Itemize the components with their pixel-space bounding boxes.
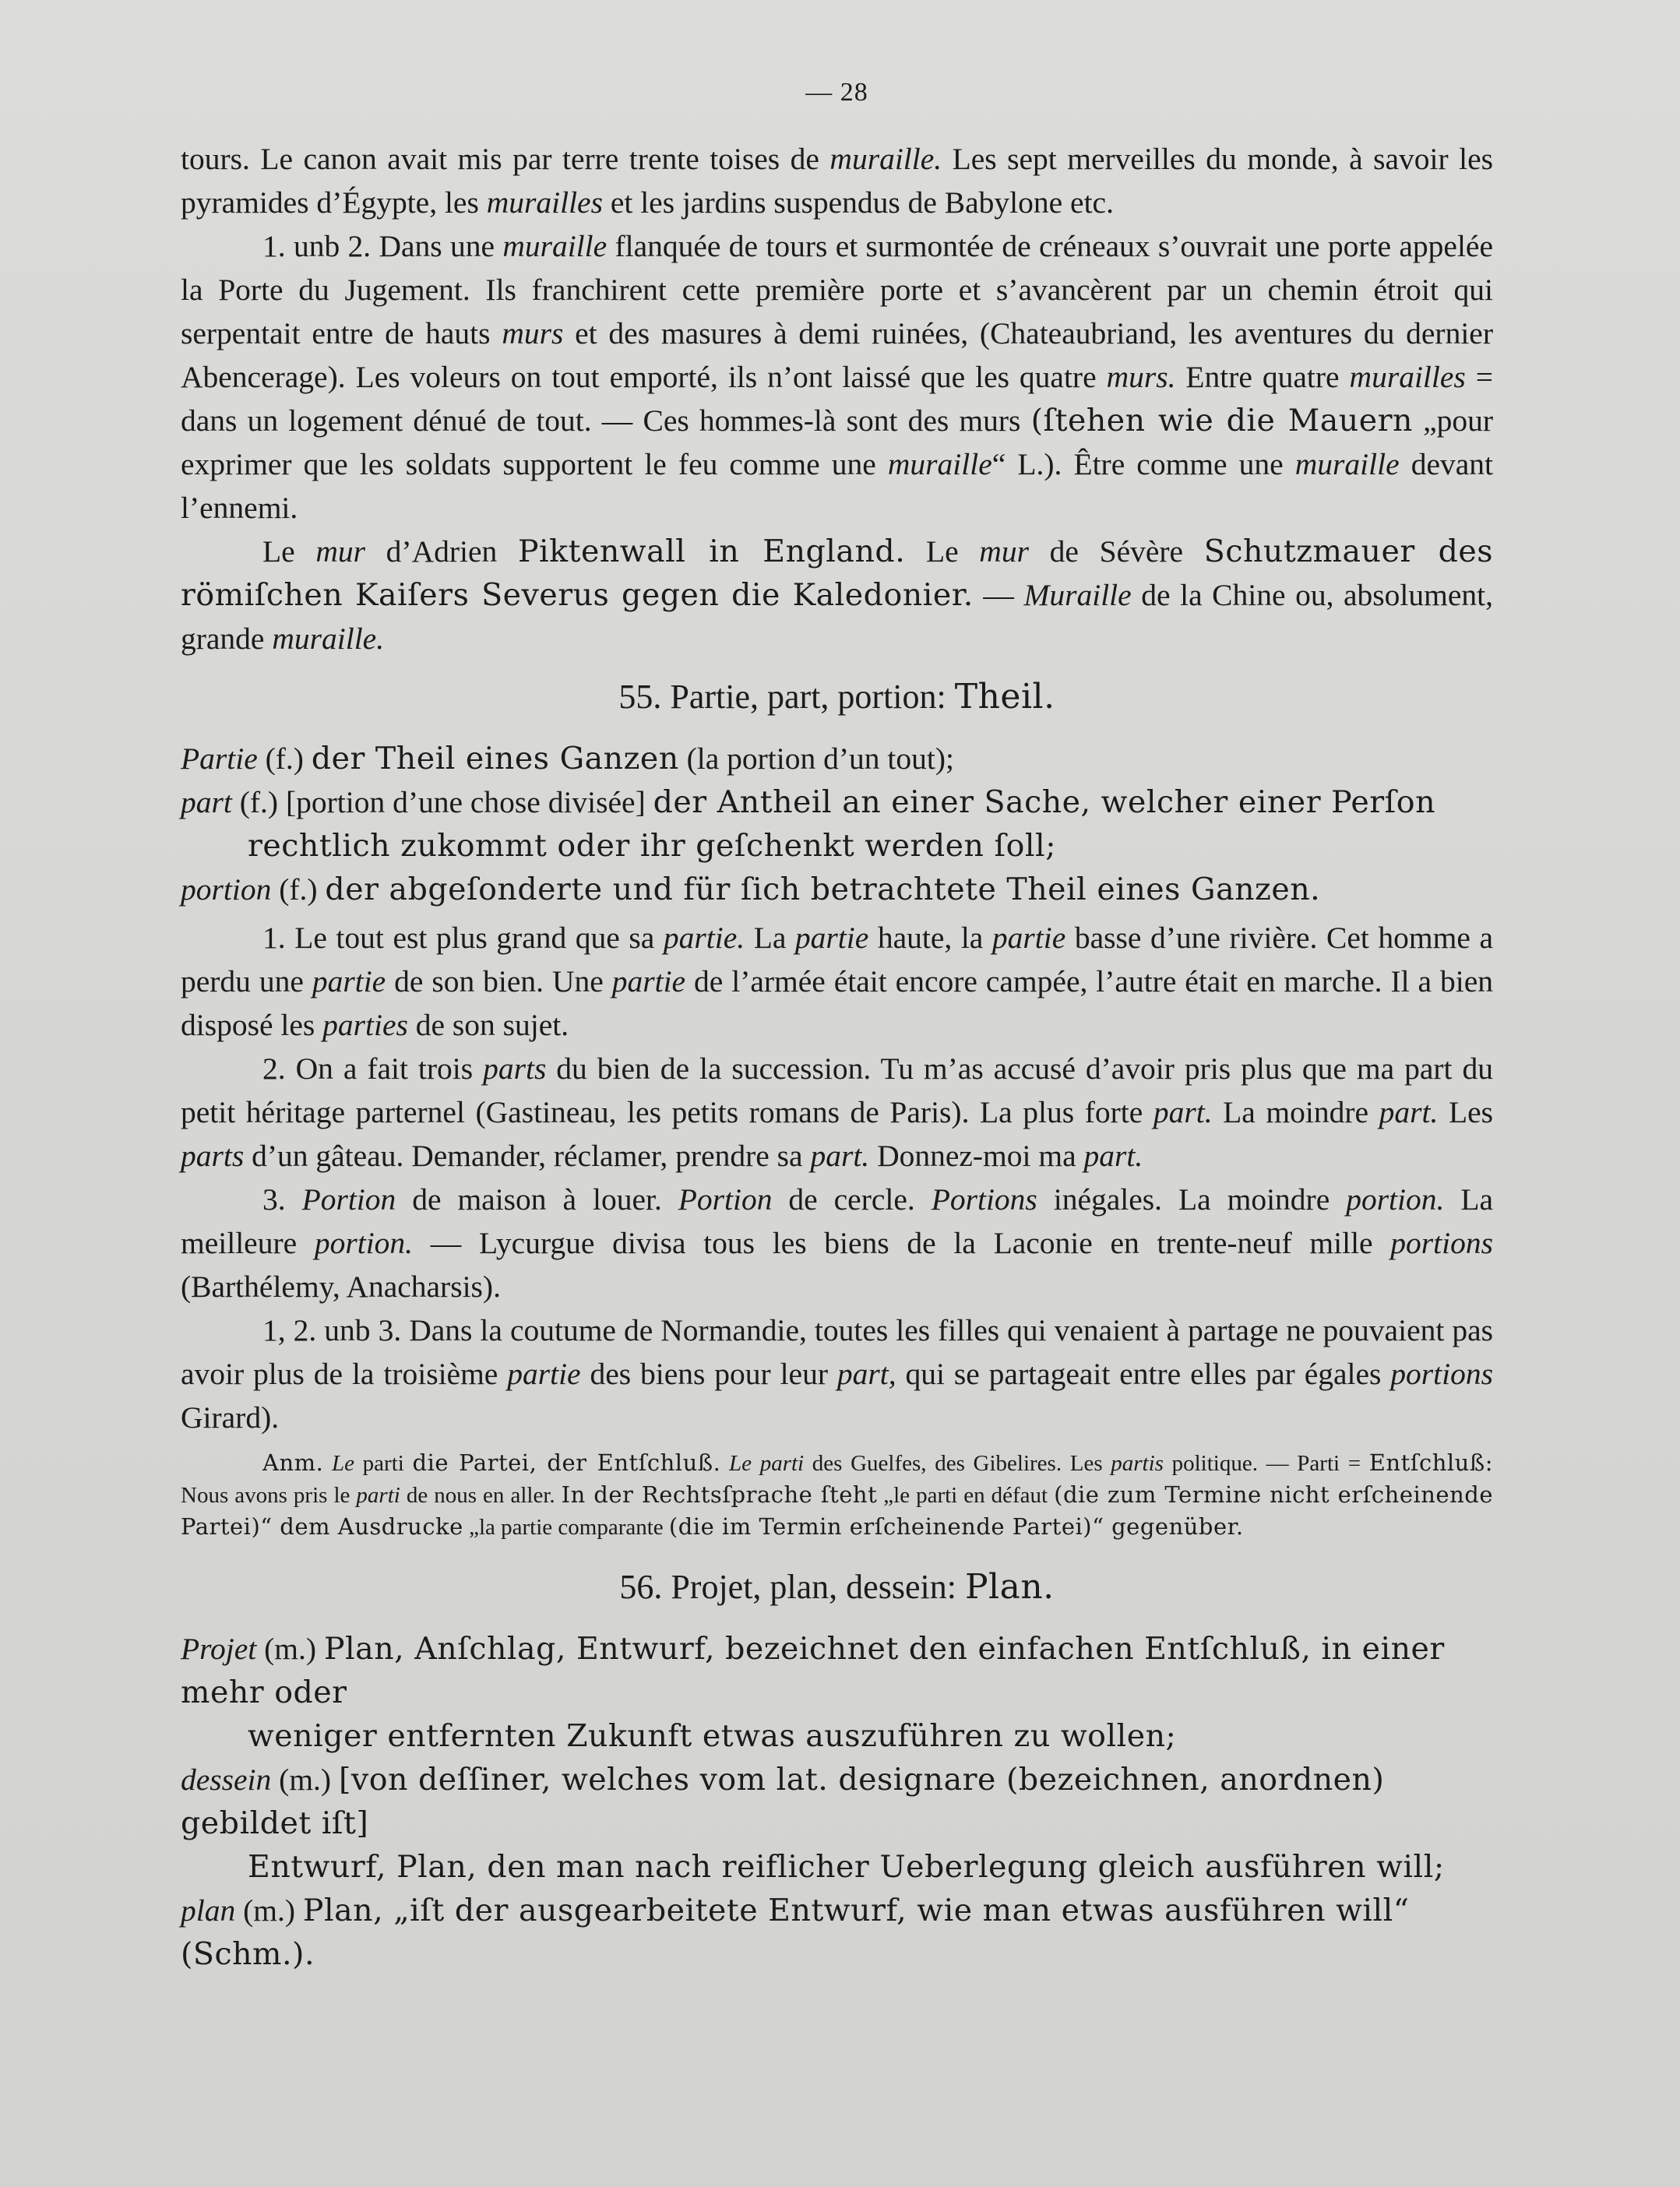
paragraph-s54-examples: 1. unb 2. Dans une muraille flanquée de tours et surmontée de créneaux s’ouvrait une porte appelée la Porte du Jugement. Ils franchirent cette première porte et s’avancèrent par un chemin étroit qui serpentait entre de hauts murs et des masures à demi ruinées, (Chateaubriand, les aventures du dernier Abencerage). Les voleurs on tout emporté, ils n’ont laissé que les quatre murs. Entre quatre murailles = dans un logement dénué de tout. — Ces hommes-là sont des murs (ſtehen wie die Mauern „pour exprimer que les soldats supportent le feu comme une muraille“ L.). Être comme une muraille devant l’ennemi. [181,229,1494,525]
paragraph-s55-1: 1. Le tout est plus grand que sa partie. La partie haute, la partie basse d’une rivière. Cet homme a perdu une partie de son bien. Une partie de l’armée était encore campée, l’autre était en marche. Il a bien disposé les parties de son sujet. [181,921,1493,1042]
definition-portion: portion (f.) der abgeſonderte und für ſich betrachtete Theil eines Ganzen. [181,872,1321,907]
page-content [181,78,1493,1976]
footnote-s55: Anm. Le parti die Partei, der Entſchluß. Le parti des Guelfes, des Gibelires. Les partis politique. — Parti = Entſchluß: Nous avons pris le parti de nous en aller. In der Rechtsſprache ſteht „le parti en défaut (die zum Termine nicht erſcheinende Partei)“ dem Ausdrucke „la partie comparante (die im Termin erſcheinende Partei)“ gegenüber. [181,1449,1493,1540]
page-number: — 28 [805,78,868,107]
definition-plan: plan (m.) Plan, „iſt der ausgearbeitete Entwurf, wie man etwas ausführen will“ (Schm.). [181,1893,1410,1972]
definition-part: part (f.) [portion d’une chose divisée] der Antheil an einer Sache, welcher einer Perſon rechtlich zukommt oder ihr geſchenkt werden ſoll; [181,784,1436,864]
paragraph-s55-4: 1, 2. unb 3. Dans la coutume de Normandie, toutes les filles qui venaient à partage ne pouvaient pas avoir plus de la troisième partie des biens pour leur part, qui se partageait entre elles par égales portions Girard). [181,1313,1493,1435]
definition-projet: Projet (m.) Plan, Anſchlag, Entwurf, bezeichnet den einfachen Entſchluß, in einer mehr oder weniger entfernten Zukunft etwas auszuführen zu wollen; [181,1631,1445,1754]
section-heading-55: 55. Partie, part, portion: Theil. [618,677,1055,717]
section-heading-56: 56. Projet, plan, dessein: Plan. [619,1567,1055,1607]
definition-dessein: dessein (m.) [von deſſiner, welches vom lat. designare (bezeichnen, anordnen) gebildet iſt] Entwurf, Plan, den man nach reiflicher Ueberlegung gleich ausführen will; [181,1762,1445,1885]
definition-partie: Partie (f.) der Theil eines Ganzen (la portion d’un tout); [181,741,954,777]
paragraph-s55-2: 2. On a fait trois parts du bien de la succession. Tu m’as accusé d’avoir pris plus que ma part du petit héritage parternel (Gastineau, les petits romans de Paris). La plus forte part. La moindre part. Les parts d’un gâteau. Demander, réclamer, prendre sa part. Donnez-moi ma part. [181,1051,1493,1173]
paragraph-s55-3: 3. Portion de maison à louer. Portion de cercle. Portions inégales. La moindre portion. La meilleure portion. — Lycurgue divisa tous les biens de la Laconie en trente-neuf mille portions (Barthélemy, Anacharsis). [181,1182,1493,1304]
paragraph-s54-walls: Le mur d’Adrien Piktenwall in England. Le mur de Sévère Schutzmauer des römiſchen Kaiſers Severus gegen die Kaledonier. — Muraille de la Chine ou, absolument, grande muraille. [181,534,1494,656]
paragraph-s54-intro: tours. Le canon avait mis par terre trente toises de muraille. Les sept merveilles du monde, à savoir les pyramides d’Égypte, les murailles et les jardins suspendus de Babylone etc. [181,142,1493,220]
